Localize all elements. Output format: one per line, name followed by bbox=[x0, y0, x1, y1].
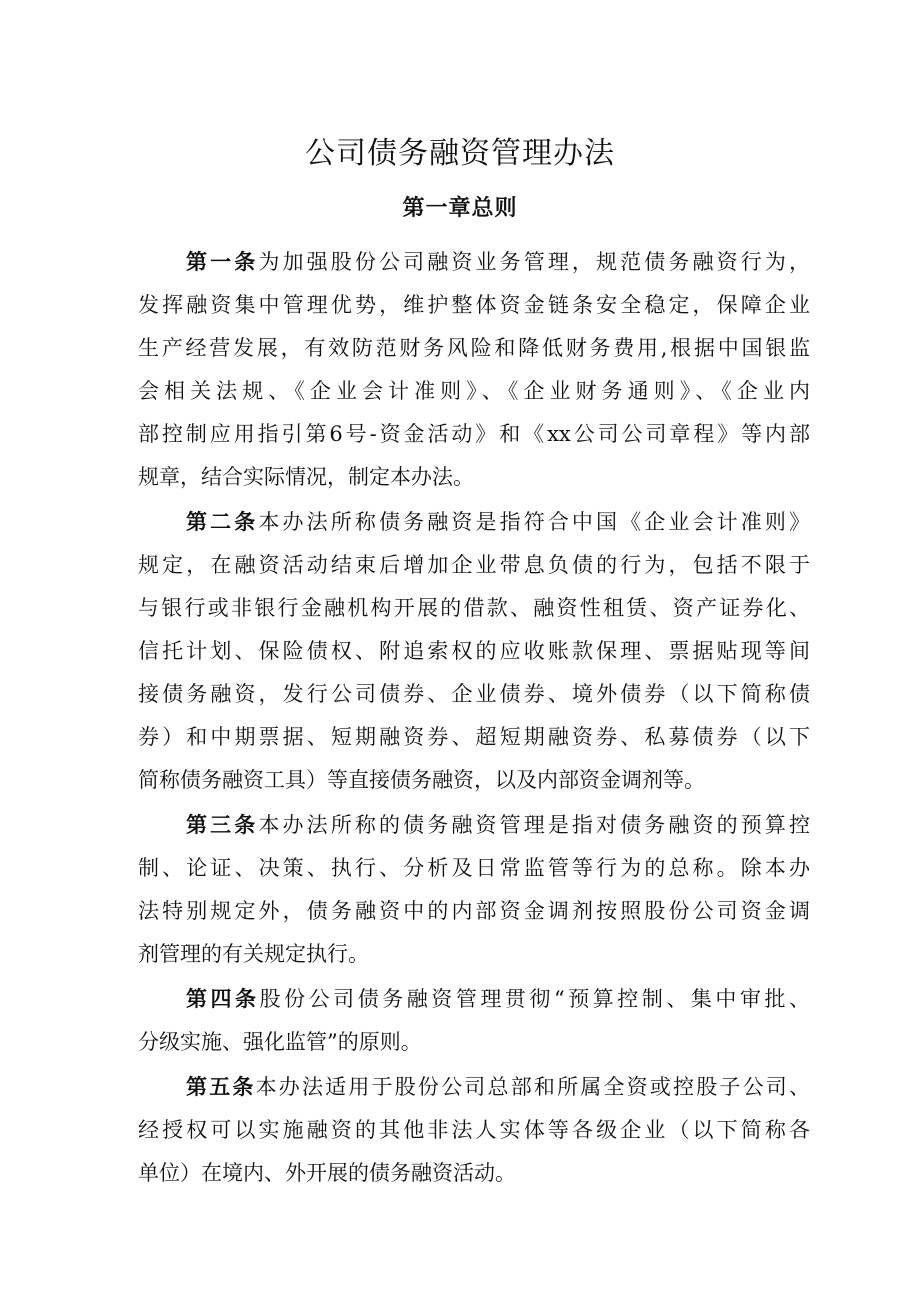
article-label: 第二条 bbox=[186, 509, 259, 534]
article-line: 分级实施、强化监管”的原则。 bbox=[138, 1030, 422, 1054]
article-line: 单位）在境内、外开展的债务融资活动。 bbox=[138, 1161, 516, 1185]
chapter-heading: 第一章总则 bbox=[402, 195, 518, 221]
article-line: 简称债务融资工具）等直接债务融资，以及内部资金调剂等。 bbox=[138, 768, 705, 792]
article-line: 信托计划、保险债权、附追索权的应收账款保理、票据贴现等间 bbox=[138, 639, 810, 663]
article-line: 部控制应用指引第6号-资金活动》和《xx公司公司章程》等内部 bbox=[138, 422, 810, 446]
article-line: 制、论证、决策、执行、分析及日常监管等行为的总称。除本办 bbox=[138, 856, 810, 880]
article-line: 规定，在融资活动结束后增加企业带息负债的行为，包括不限于 bbox=[138, 553, 810, 577]
article-line: 第五条本办法适用于股份公司总部和所属全资或控股子公司、 bbox=[186, 1074, 810, 1099]
article-line: 第二条本办法所称债务融资是指符合中国《企业会计准则》 bbox=[186, 509, 811, 534]
article-line: 剂管理的有关规定执行。 bbox=[138, 942, 369, 966]
article-line: 第一条为加强股份公司融资业务管理，规范债务融资行为， bbox=[186, 249, 811, 274]
article-line: 经授权可以实施融资的其他非法人实体等各级企业（以下简称各 bbox=[138, 1118, 810, 1142]
article-line: 法特别规定外，债务融资中的内部资金调剂按照股份公司资金调 bbox=[138, 899, 810, 923]
article-line: 规章，结合实际情况，制定本办法。 bbox=[138, 465, 474, 489]
article-line: 会相关法规、《企业会计准则》、《企业财务通则》、《企业内 bbox=[138, 379, 810, 403]
article-label: 第五条 bbox=[186, 1074, 256, 1099]
article-label: 第一条 bbox=[186, 249, 259, 274]
article-line: 第四条股份公司债务融资管理贯彻“预算控制、集中审批、 bbox=[186, 986, 811, 1011]
document-title: 公司债务融资管理办法 bbox=[305, 136, 615, 171]
article-line: 第三条本办法所称的债务融资管理是指对债务融资的预算控 bbox=[186, 812, 811, 837]
article-label: 第四条 bbox=[186, 986, 260, 1011]
article-line: 券）和中期票据、短期融资券、超短期融资券、私募债券（以下 bbox=[138, 725, 810, 749]
article-line: 生产经营发展，有效防范财务风险和降低财务费用,根据中国银监 bbox=[138, 336, 810, 360]
article-label: 第三条 bbox=[186, 812, 259, 837]
article-line: 接债务融资，发行公司债券、企业债券、境外债券（以下简称债 bbox=[138, 682, 810, 706]
article-line: 与银行或非银行金融机构开展的借款、融资性租赁、资产证券化、 bbox=[138, 596, 810, 620]
article-line: 发挥融资集中管理优势，维护整体资金链条安全稳定，保障企业 bbox=[138, 293, 810, 317]
